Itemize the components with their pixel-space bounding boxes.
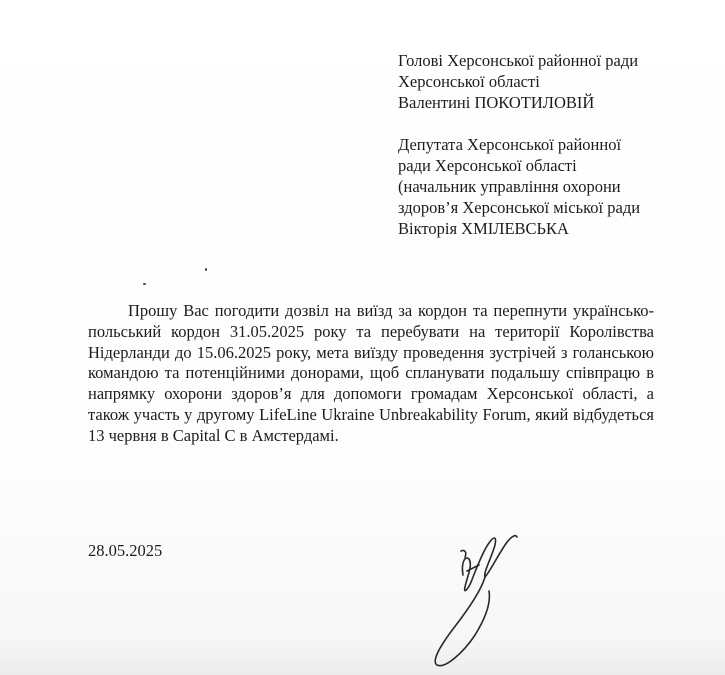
addressee-line-3: Валентині ПОКОТИЛОВІЙ [398,93,595,112]
request-body [88,301,654,447]
addressee-line-2: Херсонської області [398,72,540,91]
sender-line-3: (начальник управління охорони [398,177,621,196]
sender-line-1: Депутата Херсонської районної [398,135,622,154]
paper-speck [205,268,207,271]
addressee-block [398,50,638,113]
paper-speck [143,283,146,285]
sender-line-4: здоров’я Херсонської міської ради [398,198,641,217]
document-date: 28.05.2025 [88,541,163,560]
sender-line-2: ради Херсонської області [398,156,577,175]
addressee-line-1: Голові Херсонської районної ради [398,51,639,70]
sender-block [398,134,640,239]
sender-line-5: Вікторія ХМІЛЕВСЬКА [398,219,569,238]
page-bottom-shadow [0,635,725,675]
request-paragraph: Прошу Вас погодити дозвіл на виїзд за кордон та перепнути українсько-польський кордон 31.05.2025 року та перебувати на території Королівства Нідерланди до 15.06.2025 року, мета виїзду проведення зустрічей з голанською командою та потенційними донорами, щоб спланувати подальшу співпрацю в напрямку охорони здоров’я для допомоги громадам Херсонської області, а також участь у другому LifeLine Ukraine Unbreakability Forum, який відбудеться 13 червня в Capital C в Амстердамі. [88,301,654,445]
